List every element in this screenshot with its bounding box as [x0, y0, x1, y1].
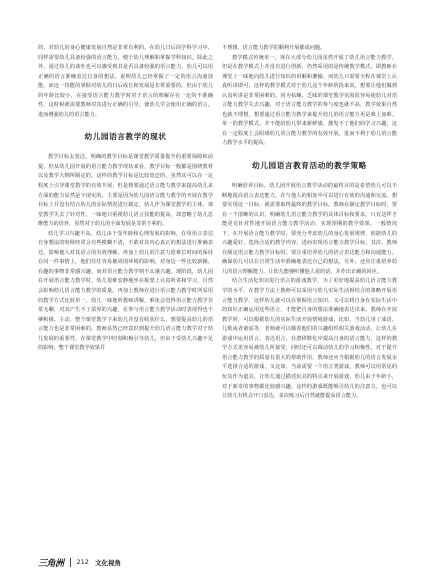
- page-number: 212: [76, 558, 89, 566]
- right-column: [222, 44, 397, 402]
- left-paragraph-1: 的、对幼儿的身心健康发展自然是非常有利的。在幼儿日后的学科学习中，同样需要幼儿具备较强的语言能力，便于幼儿理解和掌握学科知识。除此之外，通过幼儿的谈吐也可以感受到其是否具备较强的语言能力，幼儿可以用正确的语言准确表达自身的想法，说明幼儿已经掌握了一定的语言沟通技能，而这一技能的掌握对幼儿的日后成长和发展是非常重要的。但由于幼儿的年龄比较小，在接受语言能力教学时对于语言的理解存在一定的不准确性，这时候就需要教师对其进行正确的引导，使幼儿学会使用正确的语言，进而增强幼儿的语言能力。: [38, 45, 213, 118]
- magazine-logo: 三角洲: [38, 558, 64, 569]
- section-heading-teaching-status: 幼儿园语言教学的现状: [84, 132, 167, 142]
- left-paragraph-2: 教学目标太宽泛。明确的教学目标是课堂教学质量提升的重要保障和前提。但从幼儿园开展的语言能力教学现状来看，教学目标一般都是围绕教材以及教学大纲所制定的，这样的教学目标是比较宽泛的，虽然其可以在一定程度上引导课堂教学的有效开展，但是想要通过语言能力教学来提高幼儿多方面的能力显然是不现实的。主要是因为幼儿园语言能力教学的开展在教学目标上并没有结合幼儿的实际情况进行制定，幼儿作为课堂教学的主体，课堂教学失去了针对性，一味地只重视幼儿语言技能的提高，却忽略了幼儿思维能力的培养，显然对于幼儿的全面发展是非常不利的。: [38, 154, 213, 228]
- left-paragraph-3: 幼儿学习兴趣不高。幼儿由于受年龄和心理发展的影响，在用语言表达自身想法的时候经常会有些模糊不清，不敢对其内心真正的想法进行准确表达，影响他人对其语言的有效理解。再加上幼儿的注意力很难长时间的保持在同一件事情上，他们往往容易被周围环境的影响，对身边一些比较新颖、有趣的事物非常感兴趣，而对语言能力教学则不太感兴趣。现阶段，幼儿园在开展语言能力教学时，幼儿很难安静地坐在板凳上认真听讲和学习，自然会影响幼儿语言能力教学的质量。再加上教师在进行语言能力教学时所采用的教学方式比较单一，幼儿一味地听教师讲解，难免会觉得语言能力教学非常无聊，对其产生不了浓厚的兴趣，在参与语言能力教学活动时表现得也不够积极、主动，整个课堂教学下来幼儿并没有收获什么，想要提高幼儿的语言能力也是非常困难的。教师虽然已经意识到提升幼儿语言能力教学对于幼儿发展的重要性，在课堂教学中时刻积极引导幼儿，但由于受幼儿兴趣不足的影响，整个课堂教学效果并: [38, 230, 213, 352]
- footer-divider: [70, 558, 71, 567]
- page-footer: [38, 556, 121, 568]
- right-paragraph-4: 结合生活化知识进行语言的游戏教学，为了更好地提高幼儿语言能力教学的水平，在教学方法上教师可以采用与幼儿实际生活相结合的策略开展语言能力教学。这样幼儿就可以在掌握语言知识，又可以将自身在实际生活中的知识正确运用这些语言，才能把自身的想法准确地表达出来。教师在开展教学时，可以根据幼儿的实际生活开展情境游戏，比如，当幼儿用了成语、儿歌或者童谣等，老师就可以顺着他们的兴趣组织相关游戏活动，让幼儿在游戏中运用语言、表达语言，在潜移默化中提高自身的语言能力，这样的教学方式更容易被幼儿所接受，同时还可以调动幼儿的学习积极性，对于提升语言能力教学的质量有很大的帮助作用，教师还应当根据幼儿的语言发展水平选择合适的游戏，又比如，当前需要一个语言类游戏，教师可以用常见的玩具作为道具，让幼儿通过描述玩具的特点来开展游戏，幼儿由于年龄小，对于新奇的事物都比较感兴趣，这样的游戏既能吸引幼儿的注意力，也可以让幼儿有机会开口表达，多次练习后自然就能提高语言能力。: [222, 278, 397, 400]
- right-paragraph-2: 教学模式传统单一。现在大部分幼儿园虽然开展了幼儿语言能力教学，但是在教学模式上并没有进行创新，仍然采用的是传统教学模式，即教师在课堂上一味地向幼儿进行知识的讲解和灌输，而幼儿只需要全程在课堂上认真听讲即可，这样的教学模式对于幼儿这个年龄阶段来说，想要让他们做到认真听讲是非常困难的。因为枯燥、乏味的课堂教学氛围很容易使幼儿对语言能力教学失去兴趣，对于语言能力教学的参与度也就不高，教学效果自然也就不理想，想要通过语言能力教学来提升幼儿的语言能力更是难上加难。单一的教学模式，并不能给幼儿带来新鲜感，激发不了他们的学习兴趣，这在一定程度上会阻碍幼儿语言能力教学的有效开展，进而不利于幼儿语言能力教学水平的提高。: [222, 54, 397, 147]
- column-name: 文化视角: [94, 558, 121, 567]
- section-heading-teaching-strategy: 幼儿园语言教育活动的教学策略: [252, 161, 367, 171]
- right-paragraph-1: 不理想，语言能力教学的顺利开展都成问题。: [222, 45, 326, 51]
- right-paragraph-3: 明确培养目标。幼儿园开展语言教学活动的最终目的是希望幼儿可以不断地提高语言表达能力，在与他人的相处中可以进行有效的沟通和交流。想要实现这一目标，就需要取得最终的教学目标，教师在制定教学目标时，要有一个清晰的认识，明确幼儿语言能力教学的具体目标和要求，只有这样才能更有针对性地开展语言能力教学活动，实现预期的教学效果。一般情况下，在开展语言能力教学时，要充分考虑幼儿的身心发展规律，依据幼儿的兴趣爱好，选择合适的教学内容，进而实现语言能力教学目标，其次，教师在制定语言能力教学目标时，要注重培养幼儿的语言表达能力和沟通能力，确保幼儿可以在日常生活中准确地表达自己的想法，另外，还应注重培养幼儿的语言理解能力，让幼儿能够听懂他人说的话，并作出正确的回应。: [222, 183, 397, 275]
- left-column: [38, 44, 213, 354]
